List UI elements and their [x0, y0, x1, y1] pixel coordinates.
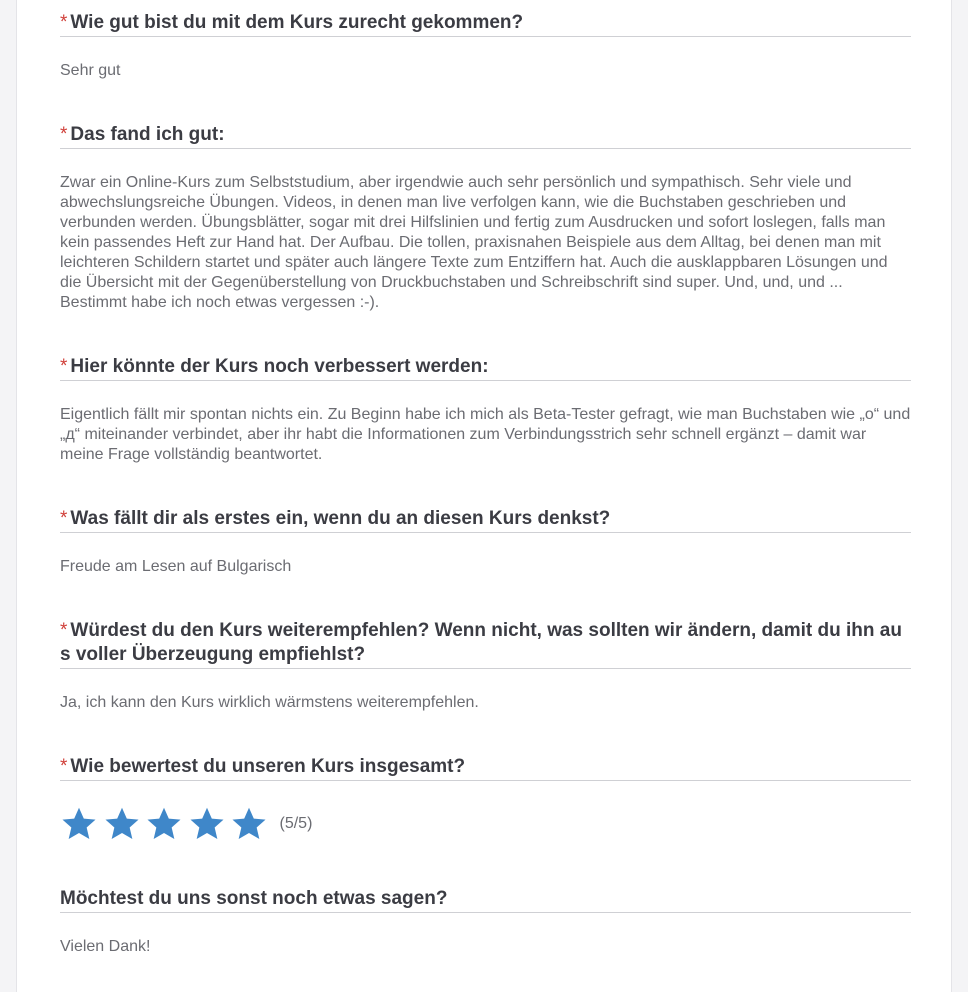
required-mark: * — [60, 620, 68, 641]
answer-text: Ja, ich kann den Kurs wirklich wärmstens weiterempfehlen. — [60, 694, 479, 711]
required-mark: * — [60, 756, 68, 777]
survey-response-card — [16, 0, 952, 992]
question-label: * Würdest du den Kurs weiterempfehlen? Wenn nicht, was sollten wir ändern, damit du ihn aus voller Überzeugung empfiehlst? — [60, 619, 911, 669]
question-label: * Wie bewertest du unseren Kurs insgesamt? — [60, 755, 911, 781]
required-mark: * — [60, 356, 68, 377]
question-first-thought — [60, 507, 911, 577]
answer-text: Vielen Dank! — [60, 938, 151, 955]
question-additional-comments — [60, 887, 911, 957]
rating-value: (5/5) — [279, 815, 313, 832]
required-mark: * — [60, 12, 68, 33]
star-icon — [230, 806, 268, 842]
star-rating — [60, 806, 911, 842]
question-overall-rating — [60, 755, 911, 842]
question-liked — [60, 123, 911, 313]
star-icon — [188, 806, 226, 842]
required-mark: * — [60, 124, 68, 145]
required-mark: * — [60, 508, 68, 529]
question-label: * Was fällt dir als erstes ein, wenn du an diesen Kurs denkst? — [60, 507, 911, 533]
answer-text: Eigentlich fällt mir spontan nichts ein. Zu Beginn habe ich mich als Beta-Tester gefragt, wie man Buchstaben wie „о“ und „д“ miteinander verbindet, aber ihr habt die Informationen zum Verbindungsstrich sehr schnell ergänzt – damit war meine Frage vollständig beantwortet. — [60, 406, 911, 463]
star-icon — [103, 806, 141, 842]
question-label: * Das fand ich gut: — [60, 123, 911, 149]
question-label: Möchtest du uns sonst noch etwas sagen? — [60, 887, 911, 913]
answer-text: Freude am Lesen auf Bulgarisch — [60, 558, 292, 575]
answer-text: Sehr gut — [60, 62, 121, 79]
question-label: * Wie gut bist du mit dem Kurs zurecht gekommen? — [60, 11, 911, 37]
answer-text: Zwar ein Online-Kurs zum Selbststudium, aber irgendwie auch sehr persönlich und sympathisch. Sehr viele und abwechslungsreiche Übungen. Videos, in denen man live verfolgen kann, wie die Buchstaben geschrieben und verbunden werden. Übungsblätter, sogar mit drei Hilfslinien und fertig zum Ausdrucken und sofort loslegen, falls man kein passendes Heft zur Hand hat. Der Aufbau. Die tollen, praxisnahen Beispiele aus dem Alltag, bei denen man mit leichteren Schildern startet und später auch längere Texte zum Entziffern hat. Auch die ausklappbaren Lösungen und die Übersicht mit der Gegenüberstellung von Druckbuchstaben und Schreibschrift sind super. Und, und, und ... Bestimmt habe ich noch etwas vergessen :-). — [60, 174, 888, 311]
star-icon — [145, 806, 183, 842]
question-course-experience — [60, 11, 911, 81]
question-improvements — [60, 355, 911, 465]
question-recommend — [60, 619, 911, 713]
question-label: * Hier könnte der Kurs noch verbessert werden: — [60, 355, 911, 381]
star-icon — [60, 806, 98, 842]
